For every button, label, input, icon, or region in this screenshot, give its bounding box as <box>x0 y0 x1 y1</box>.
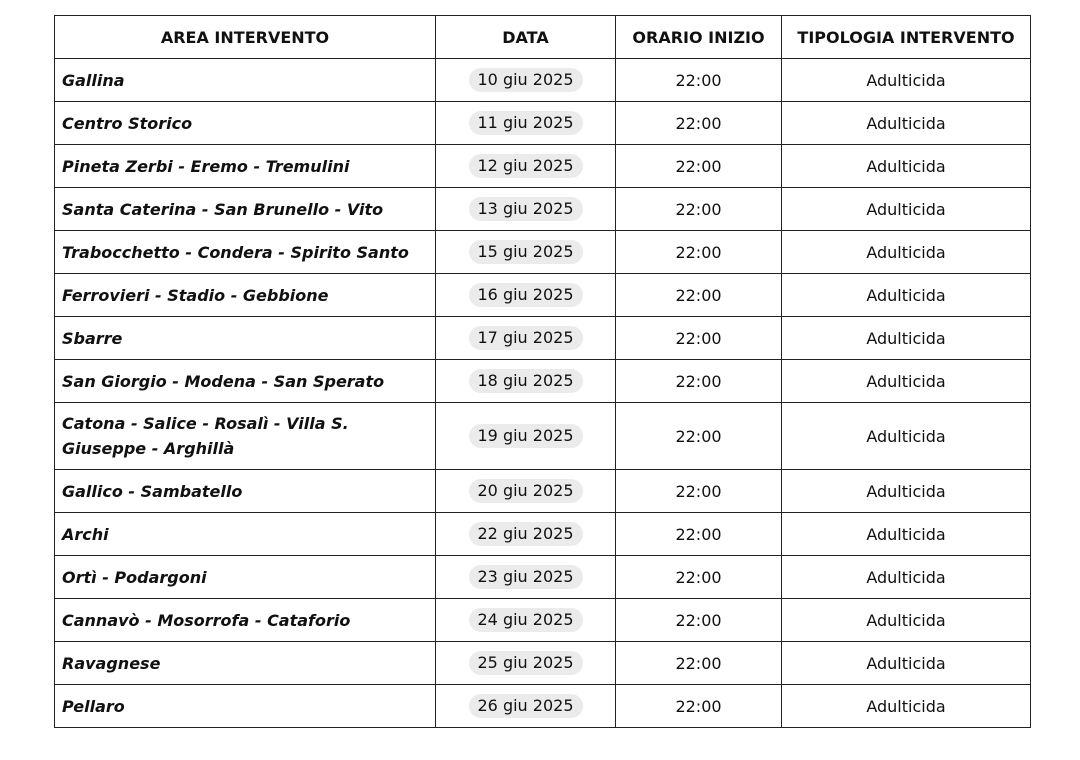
type-cell: Adulticida <box>782 360 1031 403</box>
time-cell: 22:00 <box>616 556 782 599</box>
type-cell: Adulticida <box>782 317 1031 360</box>
type-cell: Adulticida <box>782 642 1031 685</box>
date-cell <box>436 59 616 102</box>
table-row <box>55 188 1031 231</box>
date-cell <box>436 145 616 188</box>
date-chip: 23 giu 2025 <box>469 565 583 589</box>
schedule-table <box>54 15 1031 728</box>
date-cell <box>436 231 616 274</box>
table-row <box>55 317 1031 360</box>
date-cell <box>436 470 616 513</box>
date-chip: 18 giu 2025 <box>469 369 583 393</box>
date-chip: 16 giu 2025 <box>469 283 583 307</box>
type-cell: Adulticida <box>782 470 1031 513</box>
time-cell: 22:00 <box>616 231 782 274</box>
time-cell: 22:00 <box>616 470 782 513</box>
date-chip: 11 giu 2025 <box>469 111 583 135</box>
area-cell <box>55 470 436 513</box>
date-chip: 22 giu 2025 <box>469 522 583 546</box>
type-cell: Adulticida <box>782 599 1031 642</box>
type-cell: Adulticida <box>782 102 1031 145</box>
area-name: Catona - Salice - Rosalì - Villa S. Giuseppe - Arghillà <box>62 414 349 458</box>
date-chip: 24 giu 2025 <box>469 608 583 632</box>
area-name: Ortì - Podargoni <box>62 567 207 587</box>
table-row <box>55 556 1031 599</box>
date-chip: 19 giu 2025 <box>469 424 583 448</box>
date-chip: 10 giu 2025 <box>469 68 583 92</box>
time-cell: 22:00 <box>616 317 782 360</box>
date-cell <box>436 188 616 231</box>
time-cell: 22:00 <box>616 360 782 403</box>
area-name: San Giorgio - Modena - San Sperato <box>62 371 385 391</box>
table-row <box>55 231 1031 274</box>
type-cell: Adulticida <box>782 274 1031 317</box>
area-cell <box>55 642 436 685</box>
area-name: Sbarre <box>62 328 123 348</box>
area-cell <box>55 102 436 145</box>
time-cell: 22:00 <box>616 59 782 102</box>
date-chip: 17 giu 2025 <box>469 326 583 350</box>
time-cell: 22:00 <box>616 403 782 470</box>
table-row <box>55 599 1031 642</box>
header-row <box>55 16 1031 59</box>
area-name: Ravagnese <box>62 653 161 673</box>
date-chip: 15 giu 2025 <box>469 240 583 264</box>
time-cell: 22:00 <box>616 274 782 317</box>
date-chip: 20 giu 2025 <box>469 479 583 503</box>
date-chip: 26 giu 2025 <box>469 694 583 718</box>
type-cell: Adulticida <box>782 556 1031 599</box>
area-name: Archi <box>62 524 109 544</box>
area-name: Centro Storico <box>62 113 193 133</box>
date-cell <box>436 360 616 403</box>
date-cell <box>436 642 616 685</box>
table-row <box>55 403 1031 470</box>
type-cell: Adulticida <box>782 513 1031 556</box>
area-cell <box>55 317 436 360</box>
table-row <box>55 102 1031 145</box>
table-row <box>55 59 1031 102</box>
area-cell <box>55 59 436 102</box>
area-cell <box>55 599 436 642</box>
time-cell: 22:00 <box>616 685 782 728</box>
type-cell: Adulticida <box>782 188 1031 231</box>
table-row <box>55 274 1031 317</box>
date-cell <box>436 556 616 599</box>
table-row <box>55 360 1031 403</box>
area-name: Ferrovieri - Stadio - Gebbione <box>62 285 329 305</box>
table-row <box>55 513 1031 556</box>
table-row <box>55 145 1031 188</box>
header-date: DATA <box>436 16 616 59</box>
header-area: AREA INTERVENTO <box>55 16 436 59</box>
date-cell <box>436 403 616 470</box>
date-cell <box>436 102 616 145</box>
date-cell <box>436 274 616 317</box>
table-body <box>55 59 1031 728</box>
area-name: Gallico - Sambatello <box>62 481 243 501</box>
area-name: Pineta Zerbi - Eremo - Tremulini <box>62 156 350 176</box>
time-cell: 22:00 <box>616 513 782 556</box>
area-cell <box>55 274 436 317</box>
area-cell <box>55 556 436 599</box>
date-cell <box>436 513 616 556</box>
type-cell: Adulticida <box>782 145 1031 188</box>
date-chip: 13 giu 2025 <box>469 197 583 221</box>
area-cell <box>55 360 436 403</box>
time-cell: 22:00 <box>616 145 782 188</box>
date-chip: 12 giu 2025 <box>469 154 583 178</box>
time-cell: 22:00 <box>616 642 782 685</box>
area-name: Gallina <box>62 70 125 90</box>
table-row <box>55 685 1031 728</box>
type-cell: Adulticida <box>782 685 1031 728</box>
time-cell: 22:00 <box>616 102 782 145</box>
area-cell <box>55 513 436 556</box>
area-name: Santa Caterina - San Brunello - Vito <box>62 199 384 219</box>
date-cell <box>436 599 616 642</box>
table-row <box>55 470 1031 513</box>
type-cell: Adulticida <box>782 403 1031 470</box>
date-cell <box>436 685 616 728</box>
area-cell <box>55 403 436 470</box>
area-cell <box>55 188 436 231</box>
area-cell <box>55 685 436 728</box>
date-cell <box>436 317 616 360</box>
type-cell: Adulticida <box>782 59 1031 102</box>
area-cell <box>55 145 436 188</box>
table-row <box>55 642 1031 685</box>
area-name: Pellaro <box>62 696 125 716</box>
date-chip: 25 giu 2025 <box>469 651 583 675</box>
time-cell: 22:00 <box>616 599 782 642</box>
time-cell: 22:00 <box>616 188 782 231</box>
area-cell <box>55 231 436 274</box>
area-name: Cannavò - Mosorrofa - Cataforio <box>62 610 351 630</box>
header-type: TIPOLOGIA INTERVENTO <box>782 16 1031 59</box>
type-cell: Adulticida <box>782 231 1031 274</box>
area-name: Trabocchetto - Condera - Spirito Santo <box>62 242 409 262</box>
header-time: ORARIO INIZIO <box>616 16 782 59</box>
